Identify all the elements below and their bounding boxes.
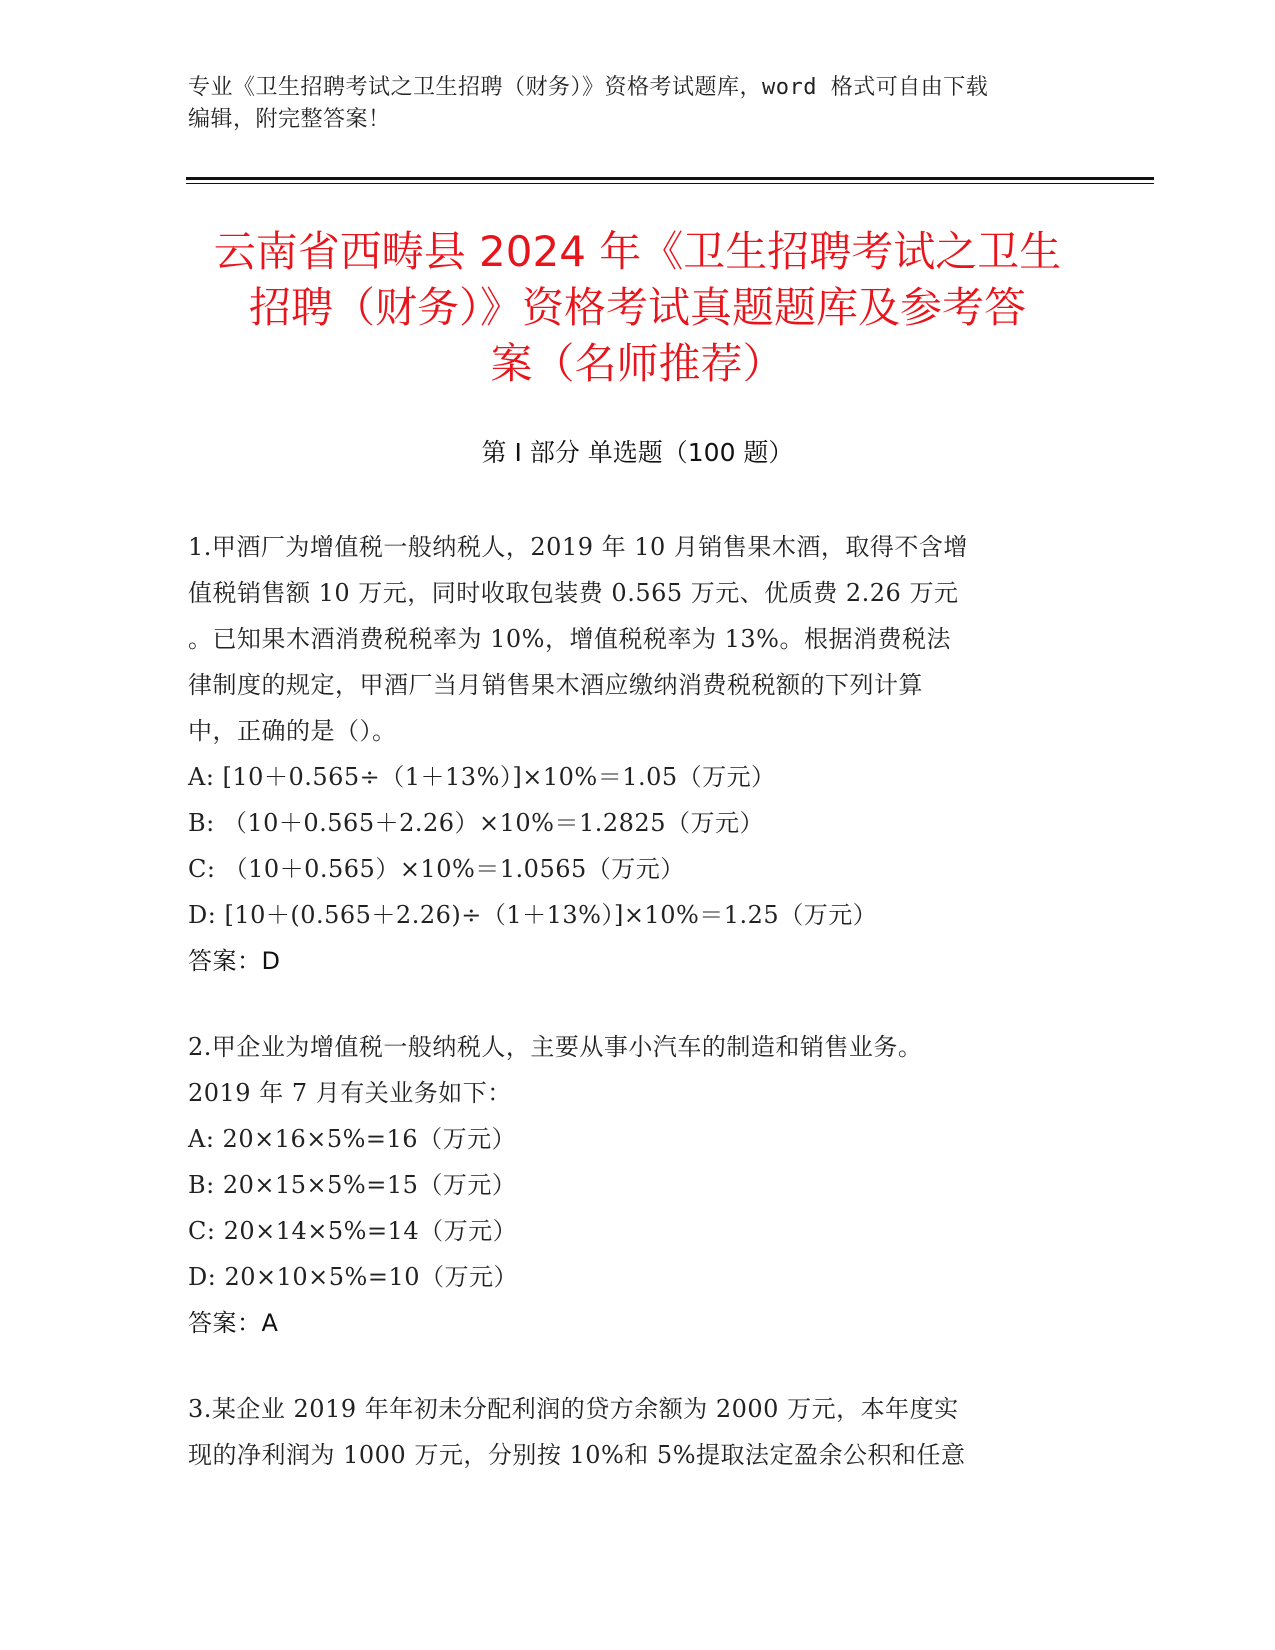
question-text-line: 中，正确的是（）。 [188, 717, 397, 745]
title-line: 招聘（财务）》资格考试真题题库及参考答 [248, 283, 1026, 332]
question-text-line: 律制度的规定，甲酒厂当月销售果木酒应缴纳消费税税额的下列计算 [188, 671, 923, 699]
option-a: A: 20×16×5%=16（万元） [188, 1125, 517, 1153]
question-text-line: 1.甲酒厂为增值税一般纳税人，2019 年 10 月销售果木酒，取得不含增 [188, 533, 968, 561]
title-line: 云南省西畴县 2024 年《卫生招聘考试之卫生 [213, 227, 1062, 276]
header-note [188, 72, 1088, 136]
option-d: D: 20×10×5%=10（万元） [188, 1263, 518, 1291]
question-text-line: 2019 年 7 月有关业务如下： [188, 1079, 512, 1107]
option-c: C: 20×14×5%=14（万元） [188, 1217, 518, 1245]
title-line: 案（名师推荐） [490, 339, 785, 388]
question-text-line: 现的净利润为 1000 万元，分别按 10%和 5%提取法定盈余公积和任意 [188, 1441, 966, 1469]
answer-label: 答案：D [188, 947, 281, 975]
header-note-line: 专业《卫生招聘考试之卫生招聘（财务）》资格考试题库，word 格式可自由下载 [188, 75, 989, 100]
section-heading: 第 I 部分 单选题（100 题） [481, 438, 794, 467]
option-d: D: [10＋(0.565＋2.26)÷（1＋13%）]×10%＝1.25（万元） [188, 901, 878, 929]
option-b: B: 20×15×5%=15（万元） [188, 1171, 517, 1199]
option-a: A: [10＋0.565÷（1＋13%）]×10%＝1.05（万元） [188, 763, 776, 791]
header-divider [186, 177, 1154, 180]
question-text-line: 。已知果木酒消费税税率为 10%，增值税税率为 13%。根据消费税法 [188, 625, 951, 653]
question-text-line: 3.某企业 2019 年年初未分配利润的贷方余额为 2000 万元，本年度实 [188, 1395, 959, 1423]
question-1 [188, 524, 1098, 984]
document-title [150, 224, 1125, 392]
question-2 [188, 1024, 1098, 1346]
question-text-line: 值税销售额 10 万元，同时收取包装费 0.565 万元、优质费 2.26 万元 [188, 579, 959, 607]
question-3 [188, 1386, 1098, 1478]
question-text-line: 2.甲企业为增值税一般纳税人，主要从事小汽车的制造和销售业务。 [188, 1033, 923, 1061]
option-b: B: （10＋0.565＋2.26）×10%＝1.2825（万元） [188, 809, 764, 837]
header-note-line: 编辑，附完整答案！ [188, 107, 391, 132]
header-divider-thin [186, 183, 1154, 184]
option-c: C: （10＋0.565）×10%＝1.0565（万元） [188, 855, 685, 883]
answer-label: 答案：A [188, 1309, 279, 1337]
